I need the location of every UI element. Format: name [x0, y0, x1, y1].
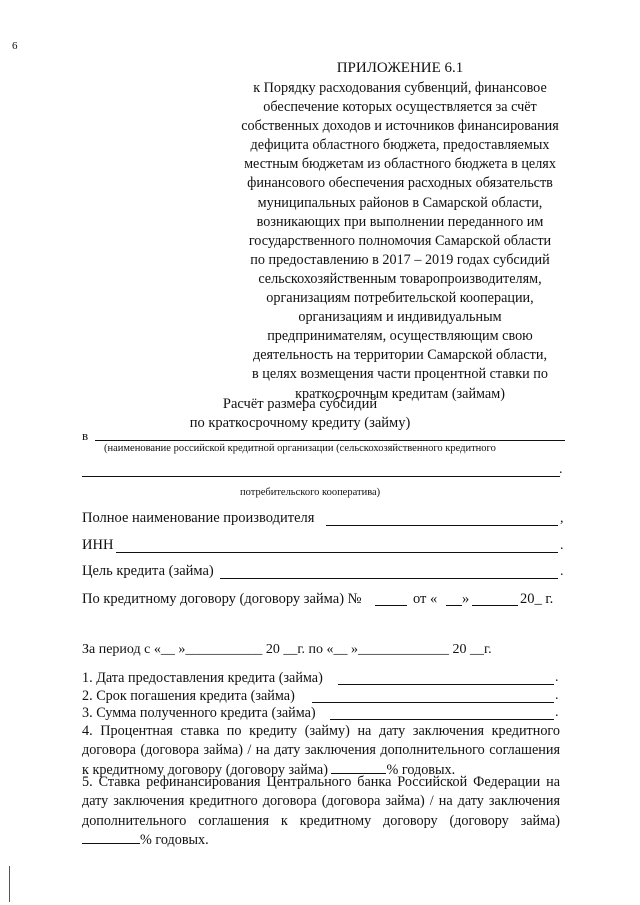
purpose-label: Цель кредита (займа): [82, 563, 214, 579]
inn-field[interactable]: [116, 552, 558, 553]
appendix-line: к Порядку расходования субвенций, финансовое: [253, 80, 547, 96]
bank-field[interactable]: [95, 440, 565, 441]
appendix-line: сельскохозяйственным товаропроизводителям,: [258, 270, 542, 287]
appendix-line: дефицита областного бюджета, предоставляемых: [250, 137, 550, 154]
bank-caption: (наименование российской кредитной организации (сельскохозяйственного кредитного: [104, 443, 496, 454]
bank-prefix: в: [82, 428, 89, 443]
period-line[interactable]: За период с «__ »___________ 20 __г. по «__ »_____________ 20 __г.: [82, 642, 492, 657]
calc-title-line: по краткосрочному кредиту (займу): [189, 415, 411, 431]
contract-from-label: от «: [413, 591, 438, 607]
appendix-line: муниципальных районов в Самарской области,: [257, 194, 543, 211]
producer-comma: ,: [560, 511, 564, 526]
appendix-line: краткосрочным кредитам (займам): [295, 385, 505, 402]
appendix-line: в целях возмещения части процентной ставки по: [252, 366, 548, 383]
bank-field-line2[interactable]: [82, 476, 560, 477]
appendix-line: организациям и индивидуальным: [298, 309, 502, 326]
item-4: [82, 722, 560, 780]
appendix-line: предпринимателям, осуществляющим свою: [267, 328, 533, 345]
appendix-text: [235, 79, 565, 404]
appendix-line: собственных доходов и источников финансирования: [241, 118, 559, 135]
contract-quote-close: »: [462, 591, 470, 607]
contract-label: По кредитному договору (договору займа) №: [82, 591, 362, 607]
producer-field[interactable]: [326, 525, 558, 526]
inn-dot: .: [560, 538, 564, 553]
item-3-dot: .: [555, 705, 559, 720]
appendix-line: обеспечение которых осуществляется за счёт: [263, 99, 537, 116]
item-3-label: 3. Сумма полученного кредита (займа): [82, 705, 316, 721]
contract-number-field[interactable]: [375, 605, 407, 606]
appendix-line: возникающих при выполнении переданного им: [256, 213, 544, 230]
item-2-label: 2. Срок погашения кредита (займа): [82, 688, 295, 704]
item-1-label: 1. Дата предоставления кредита (займа): [82, 670, 323, 686]
item-1-dot: .: [555, 670, 559, 685]
item-1-field[interactable]: [338, 684, 554, 685]
item-5-text: 5. Ставка рефинансирования Центрального банка Российской Федерации на дату заключения кредитного договора (договора займа) / на дату заключения дополнительного соглашения к кредитному договору (договору займа): [82, 774, 560, 829]
appendix-line: финансового обеспечения расходных обязательств: [247, 175, 553, 192]
page-number: 6: [12, 40, 18, 52]
contract-year: 20_ г.: [520, 591, 554, 607]
appendix-line: организациям потребительской кооперации,: [266, 290, 534, 307]
purpose-dot: .: [560, 564, 564, 579]
calc-title-line: Расчёт размера субсидий: [222, 396, 378, 412]
item-5: [82, 773, 560, 851]
item-4-rate-field[interactable]: [331, 761, 386, 774]
item-2-dot: .: [555, 688, 559, 703]
contract-day-field[interactable]: [446, 605, 462, 606]
item-2-field[interactable]: [312, 702, 554, 703]
scan-edge: [9, 866, 10, 902]
appendix-line: государственного полномочия Самарской области: [248, 232, 552, 249]
appendix-line: по предоставлению в 2017 – 2019 годах субсидий: [250, 251, 550, 268]
contract-month-field[interactable]: [472, 605, 518, 606]
bank-caption-2: потребительского кооператива): [240, 487, 381, 498]
calc-title: [180, 395, 420, 433]
inn-label: ИНН: [82, 537, 114, 553]
item-5-suffix: % годовых.: [140, 832, 209, 849]
bank-field-dot: .: [559, 462, 563, 477]
item-4-suffix: % годовых.: [386, 761, 456, 778]
item-4-text: 4. Процентная ставка по кредиту (займу) на дату заключения кредитного договора (договора займа) / на дату заключения дополнительного соглашения к кредитному договору (договору займа): [82, 723, 560, 778]
appendix-line: местным бюджетам из областного бюджета в целях: [244, 156, 556, 173]
purpose-field[interactable]: [220, 578, 558, 579]
producer-label: Полное наименование производителя: [82, 510, 315, 526]
appendix-title: ПРИЛОЖЕНИЕ 6.1: [336, 60, 464, 76]
appendix-line: деятельность на территории Самарской области,: [253, 347, 547, 364]
item-3-field[interactable]: [330, 719, 554, 720]
item-5-rate-field[interactable]: [82, 831, 140, 844]
